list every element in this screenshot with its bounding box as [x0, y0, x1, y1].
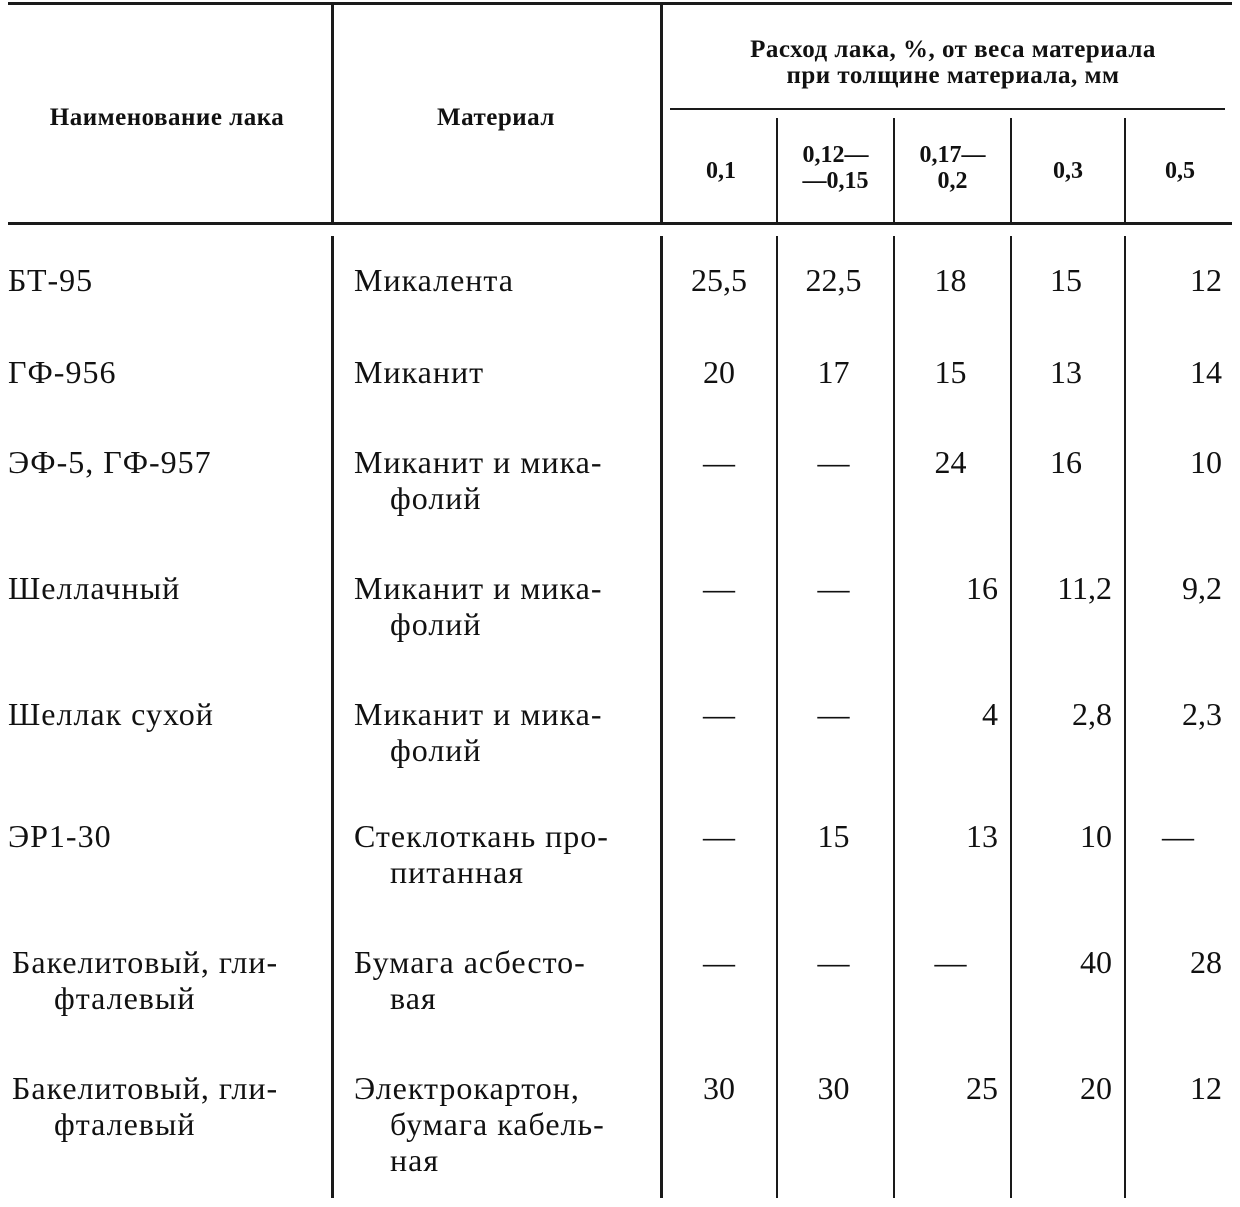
row-value-5: 12 [1190, 262, 1222, 298]
row-material-line: Микалента [354, 262, 514, 298]
subheader-rule [670, 108, 1225, 110]
thickness-header-line: 0,5 [1165, 158, 1195, 184]
body-divider-4 [1124, 236, 1126, 1198]
thickness-header-line: 0,2 [937, 168, 968, 194]
row-value-1: — [703, 818, 735, 854]
row-value-2: 22,5 [805, 262, 862, 298]
thickness-header-line: 0,1 [706, 158, 736, 184]
row-value-2: 15 [817, 818, 850, 854]
row-material-line: фолий [390, 606, 482, 642]
row-material-line: Миканит и мика- [354, 570, 603, 606]
body-divider-2 [893, 236, 895, 1198]
row-value-1: 30 [703, 1070, 735, 1106]
row-value-4: 40 [1080, 944, 1112, 980]
row-name-line: ЭР1-30 [8, 818, 112, 854]
row-material-line: Электрокартон, [354, 1070, 580, 1106]
header-consumption-line1: Расход лака, %, от веса материала [750, 36, 1156, 63]
thickness-header-line: 0,17— [919, 142, 986, 168]
row-value-3: 25 [966, 1070, 998, 1106]
body-divider-1 [776, 236, 778, 1198]
header-name: Наименование лака [49, 104, 285, 131]
row-material [354, 444, 638, 516]
body-divider-name-material [331, 236, 334, 1198]
body-divider-material-values [660, 236, 663, 1198]
row-name [8, 818, 326, 854]
row-value-1: 20 [703, 354, 735, 390]
row-value-5: 12 [1190, 1070, 1222, 1106]
header-bottom-rule [8, 222, 1232, 225]
row-value-3: 13 [966, 818, 998, 854]
row-value-3: 4 [982, 696, 998, 732]
row-value-3: — [934, 944, 967, 980]
row-material [354, 262, 638, 298]
row-value-1: 25,5 [691, 262, 747, 298]
row-material-line: питанная [390, 854, 524, 890]
row-material [354, 944, 638, 1016]
header-material: Материал [437, 104, 555, 131]
row-name [8, 354, 326, 390]
row-value-4: 10 [1080, 818, 1112, 854]
row-value-2: — [817, 444, 850, 480]
row-value-1: — [703, 944, 735, 980]
row-material-line: Миканит и мика- [354, 444, 603, 480]
thickness-header-line: 0,12— [802, 142, 869, 168]
row-material [354, 696, 638, 768]
row-value-4: 13 [1050, 354, 1082, 390]
row-material [354, 818, 638, 890]
row-name-line: Шеллачный [8, 570, 181, 606]
row-value-2: — [817, 696, 850, 732]
row-value-2: — [817, 944, 850, 980]
row-value-3: 16 [966, 570, 998, 606]
row-name-line: Шеллак сухой [8, 696, 214, 732]
subheader-divider-2 [893, 118, 895, 222]
row-name-line: фталевый [54, 980, 196, 1016]
row-value-4: 2,8 [1072, 696, 1112, 732]
thickness-header-4 [1014, 158, 1122, 184]
row-value-3: 24 [934, 444, 967, 480]
row-value-2: 30 [817, 1070, 850, 1106]
row-name-line: ЭФ-5, ГФ-957 [8, 444, 212, 480]
row-material-line: Стеклоткань про- [354, 818, 609, 854]
row-value-2: — [817, 570, 850, 606]
row-value-5: 9,2 [1182, 570, 1222, 606]
thickness-header-line: —0,15 [802, 168, 869, 194]
row-value-5: 14 [1190, 354, 1222, 390]
thickness-header-2 [780, 142, 891, 194]
header-divider-name-material [331, 4, 334, 222]
body-divider-3 [1010, 236, 1012, 1198]
thickness-header-1 [668, 158, 774, 184]
row-material-line: фолий [390, 480, 482, 516]
row-value-5: — [1162, 818, 1194, 854]
row-material [354, 570, 638, 642]
row-material [354, 1070, 638, 1178]
row-material-line: Бумага асбесто- [354, 944, 586, 980]
header-divider-material-values [660, 4, 663, 222]
row-value-3: 18 [934, 262, 967, 298]
subheader-divider-3 [1010, 118, 1012, 222]
row-value-4: 11,2 [1057, 570, 1112, 606]
subheader-divider-4 [1124, 118, 1126, 222]
row-material-line: Миканит и мика- [354, 696, 603, 732]
row-name [8, 696, 326, 732]
row-name [8, 262, 326, 298]
row-name [8, 570, 326, 606]
thickness-header-5 [1128, 158, 1232, 184]
row-value-3: 15 [934, 354, 967, 390]
row-material-line: ная [390, 1142, 440, 1178]
row-value-5: 28 [1190, 944, 1222, 980]
row-value-4: 15 [1050, 262, 1082, 298]
row-value-4: 20 [1080, 1070, 1112, 1106]
row-material-line: фолий [390, 732, 482, 768]
row-material-line: вая [390, 980, 437, 1016]
row-value-1: — [703, 696, 735, 732]
row-name-line: ГФ-956 [8, 354, 117, 390]
row-value-1: — [703, 570, 735, 606]
row-name-line: Бакелитовый, гли- [12, 1070, 279, 1106]
row-value-2: 17 [817, 354, 850, 390]
row-name-line: Бакелитовый, гли- [12, 944, 279, 980]
row-material-line: Миканит [354, 354, 485, 390]
row-name [8, 444, 326, 480]
table-top-rule [8, 2, 1232, 5]
row-value-5: 2,3 [1182, 696, 1222, 732]
row-name [12, 944, 330, 1016]
header-consumption-line2: при толщине материала, мм [786, 62, 1120, 89]
thickness-header-line: 0,3 [1053, 158, 1083, 184]
row-material [354, 354, 638, 390]
row-value-4: 16 [1050, 444, 1082, 480]
thickness-header-3 [897, 142, 1008, 194]
row-material-line: бумага кабель- [390, 1106, 605, 1142]
row-name [12, 1070, 330, 1142]
row-name-line: фталевый [54, 1106, 196, 1142]
row-value-5: 10 [1190, 444, 1222, 480]
row-name-line: БТ-95 [8, 262, 94, 298]
row-value-1: — [703, 444, 735, 480]
subheader-divider-1 [776, 118, 778, 222]
